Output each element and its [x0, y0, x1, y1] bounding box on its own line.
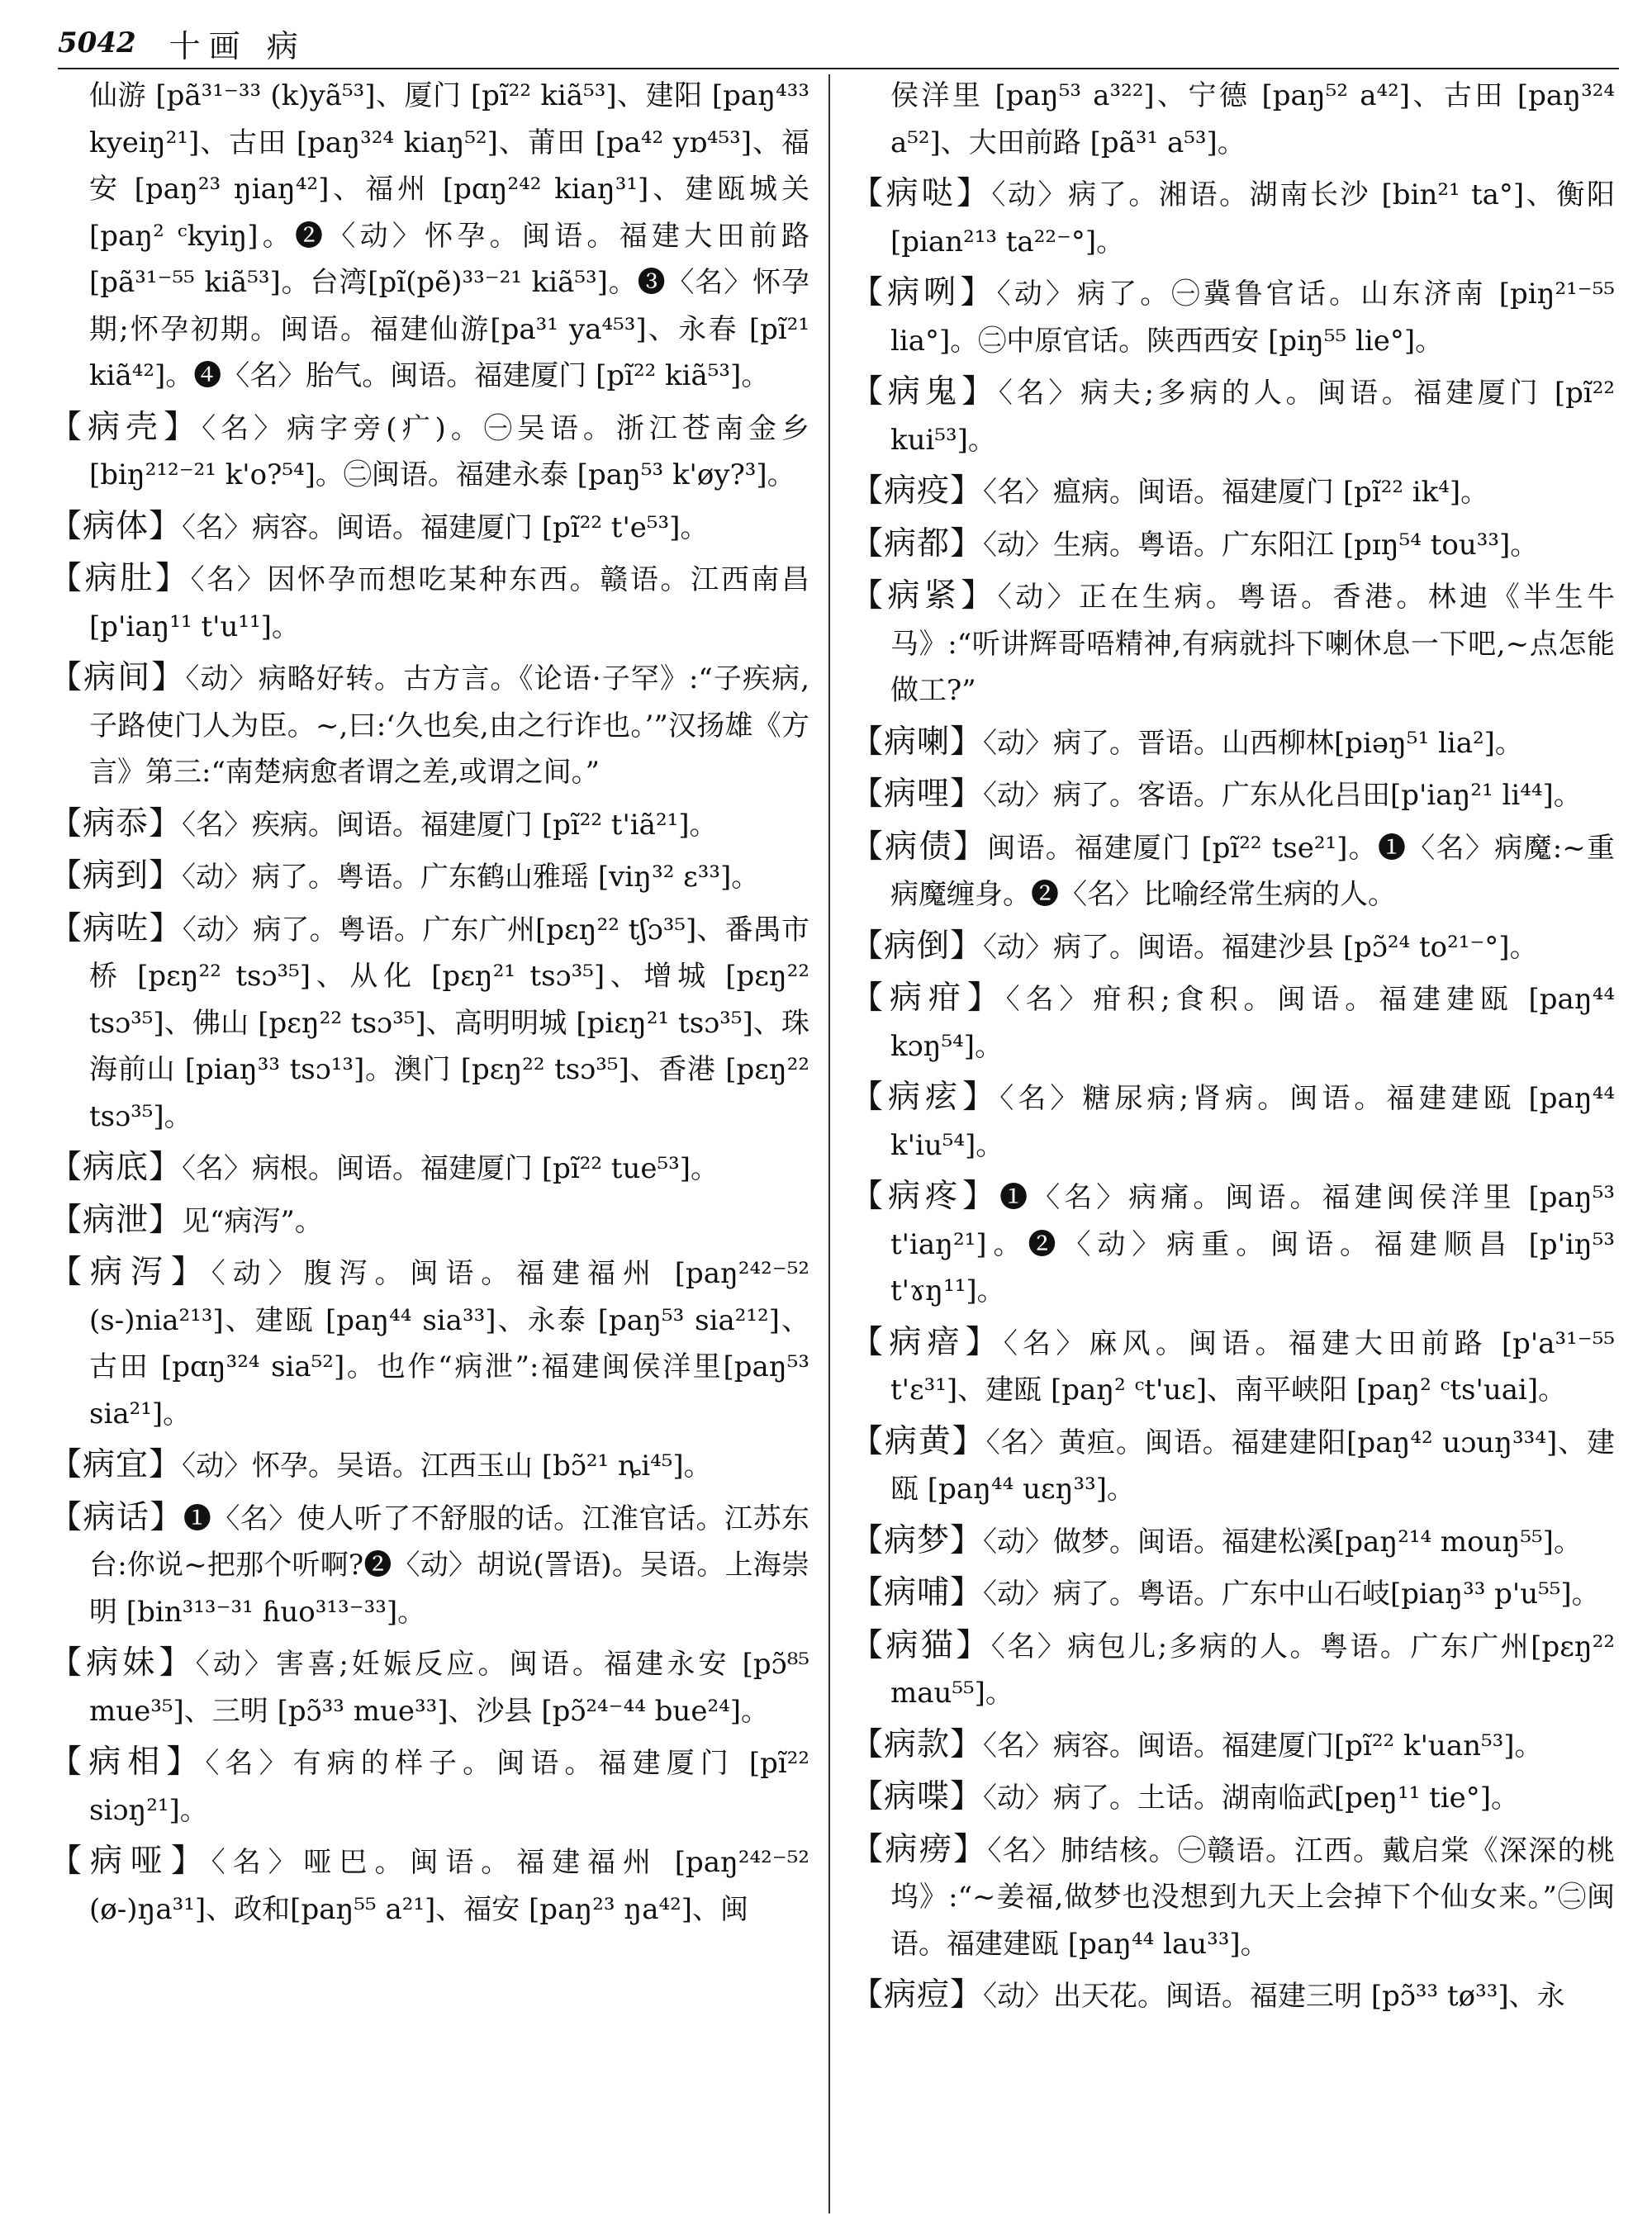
dictionary-entry: [50, 504, 809, 552]
entry-definition: 〈动〉病了。粤语。广东广州[pɛŋ²² tʃɔ³⁵]、番禺市桥 [pɛŋ²² tsɔ³⁵]、从化 [pɛŋ²¹ tsɔ³⁵]、增城 [pɛŋ²² tsɔ³⁵]、佛山 [pɛŋ²² tsɔ³⁵]、高明明城 [piɛŋ²¹ tsɔ³⁵]、珠海前山 [piaŋ³³ tsɔ¹³]。澳门 [pɛŋ²² tsɔ³⁵]、香港 [pɛŋ²² tsɔ³⁵]。: [89, 913, 809, 1133]
entry-definition: 〈动〉病了。粤语。广东中山石岐[piaŋ³³ p'u⁵⁵]。: [983, 1578, 1600, 1611]
entry-definition: 〈动〉怀孕。吴语。江西玉山 [bɔ̃²¹ ȵi⁴⁵]。: [182, 1450, 712, 1483]
entry-headword: 【病咧】: [851, 274, 997, 311]
entry-definition: 〈动〉病了。湘语。湖南长沙 [bin²¹ ta°]、衡阳 [pian²¹³ ta²²⁻°]。: [890, 178, 1615, 259]
entry-definition: 〈名〉哑巴。闽语。福建福州 [paŋ²⁴²⁻⁵² (ø-)ŋa³¹]、政和[paŋ⁵⁵ a²¹]、福安 [paŋ²³ ŋa⁴²]、闽: [89, 1846, 809, 1926]
dictionary-entry: [851, 1518, 1615, 1566]
entry-definition: 〈名〉病容。闽语。福建厦门 [pĩ²² t'e⁵³]。: [182, 510, 709, 544]
entry-definition: ❶〈名〉病痛。闽语。福建闽侯洋里 [paŋ⁵³ t'iaŋ²¹]。❷〈动〉病重。闽语。福建顺昌 [p'iŋ⁵³ t'ɤŋ¹¹]。: [890, 1181, 1615, 1307]
entry-headword: 【病痨】: [851, 1830, 988, 1868]
entry-headword: 【病疫】: [851, 472, 984, 510]
entry-definition: 〈名〉因怀孕而想吃某种东西。赣语。江西南昌 [p'iaŋ¹¹ t'u¹¹]。: [89, 563, 809, 643]
dictionary-entry: [50, 556, 809, 650]
entry-headword: 【病梦】: [851, 1521, 984, 1559]
entry-headword: 【病倒】: [851, 927, 984, 965]
dictionary-entry: [50, 1250, 809, 1437]
entry-headword: 【病痘】: [851, 1976, 984, 2014]
page-number: 5042: [58, 26, 136, 59]
entry-definition: 〈名〉疳积;食积。闽语。福建建瓯 [paŋ⁴⁴ kɔŋ⁵⁴]。: [890, 983, 1615, 1063]
entry-headword: 【病相】: [50, 1744, 206, 1781]
entry-headword: 【病猫】: [851, 1626, 991, 1664]
column-divider: [828, 74, 830, 2213]
entry-headword: 【病话】: [50, 1498, 183, 1536]
dictionary-entry: [851, 521, 1615, 569]
dictionary-entry: [50, 853, 809, 901]
entry-headword: 【病间】: [50, 659, 186, 696]
running-title: 十画 病: [169, 27, 306, 64]
dictionary-entry: [50, 801, 809, 849]
entry-headword: 【病泻】: [50, 1254, 211, 1291]
entry-headword: 【病咗】: [50, 909, 183, 947]
header-rule: [58, 68, 1619, 69]
entry-headword: 【病款】: [851, 1725, 984, 1763]
dictionary-entry: [50, 1145, 809, 1193]
dictionary-entry: [851, 171, 1615, 265]
entry-definition: 〈名〉肺结核。㊀赣语。江西。戴启棠《深深的桃坞》:“~姜福,做梦也没想到九天上会掉下个仙女来。”㊁闽语。福建建瓯 [paŋ⁴⁴ lau³³]。: [890, 1834, 1615, 1961]
entry-definition: 〈名〉黄疸。闽语。福建建阳[paŋ⁴² uɔuŋ³³⁴]、建瓯 [paŋ⁴⁴ uɛŋ³³]。: [890, 1426, 1615, 1506]
dictionary-entry: [851, 468, 1615, 516]
dictionary-entry: [50, 1640, 809, 1734]
entry-headword: 【病痃】: [851, 1079, 1000, 1116]
dictionary-entry: [851, 1075, 1615, 1169]
dictionary-entry: [851, 1320, 1615, 1414]
dictionary-entry: [851, 1827, 1615, 1968]
dictionary-entry: [50, 1739, 809, 1834]
entry-definition: 〈动〉病略好转。古方言。《论语·子罕》:“子疾病,子路使门人为臣。~,曰:‘久也矣,由之行诈也。’”汉扬雄《方言》第三:“南楚病愈者谓之差,或谓之间。”: [89, 662, 809, 789]
entry-headword: 【病紧】: [851, 577, 998, 614]
dictionary-entry: [851, 1623, 1615, 1717]
dictionary-entry: [851, 771, 1615, 819]
entry-headword: 【病喋】: [851, 1778, 984, 1815]
entry-definition: 〈动〉病了。闽语。福建沙县 [pɔ̃²⁴ to²¹⁻°]。: [983, 930, 1538, 964]
entry-headword: 【病债】: [851, 828, 988, 866]
entry-headword: 【病体】: [50, 507, 183, 545]
entry-definition: ❶〈名〉使人听了不舒服的话。江淮官话。江苏东台:你说~把那个听啊?❷〈动〉胡说(詈语)。吴语。上海崇明 [bin³¹³⁻³¹ ɦuo³¹³⁻³³]。: [89, 1502, 809, 1629]
entry-headword: 【病哑】: [50, 1843, 211, 1880]
entry-headword: 【病都】: [851, 524, 984, 562]
dictionary-entry: [50, 1442, 809, 1490]
entry-headword: 【病泄】: [50, 1201, 183, 1239]
entry-definition: 〈名〉病字旁(疒)。㊀吴语。浙江苍南金乡 [biŋ²¹²⁻²¹ k'o?⁵⁴]。㊁闽语。福建永泰 [paŋ⁵³ k'øy?³]。: [89, 411, 809, 491]
dictionary-entry: [851, 975, 1615, 1070]
dictionary-entry: [851, 1722, 1615, 1770]
entry-definition: 〈名〉有病的样子。闽语。福建厦门 [pĩ²² siɔŋ²¹]。: [89, 1747, 809, 1827]
dictionary-entry: [851, 719, 1615, 767]
dictionary-entry: [50, 906, 809, 1141]
dictionary-entry: [50, 1839, 809, 1933]
entry-headword: 【病底】: [50, 1149, 183, 1186]
dictionary-entry: [851, 923, 1615, 971]
dictionary-entry: [50, 73, 809, 400]
entry-definition: 〈名〉病根。闽语。福建厦门 [pĩ²² tue⁵³]。: [182, 1152, 719, 1185]
dictionary-entry: [50, 405, 809, 499]
entry-definition: 〈名〉麻风。闽语。福建大田前路 [p'a³¹⁻⁵⁵ t'ɛ³¹]、建瓯 [paŋ² ᶜt'uɛ]、南平峡阳 [paŋ² ᶜts'uai]。: [890, 1326, 1615, 1407]
entry-definition: 〈动〉病了。土话。湖南临武[peŋ¹¹ tie°]。: [983, 1782, 1520, 1815]
entry-definition: 〈动〉病了。粤语。广东鹤山雅瑶 [viŋ³² ɛ³³]。: [182, 861, 760, 894]
dictionary-entry: [851, 73, 1615, 166]
entry-headword: 【病黄】: [851, 1422, 986, 1460]
entry-headword: 【病宜】: [50, 1446, 183, 1483]
entry-definition: 〈动〉腹泻。闽语。福建福州 [paŋ²⁴²⁻⁵² (s-)nia²¹³]、建瓯 [paŋ⁴⁴ sia³³]、永泰 [paŋ⁵³ sia²¹²]、古田 [pɑŋ³²⁴ sia⁵²]。也作“病泄”:福建闽侯洋里[paŋ⁵³ sia²¹]。: [89, 1257, 809, 1431]
entry-headword: 【病鬼】: [851, 373, 999, 410]
entry-definition: 〈动〉病了。晋语。山西柳林[piəŋ⁵¹ lia²]。: [983, 726, 1523, 760]
entry-headword: 【病哒】: [851, 175, 992, 212]
entry-definition: 〈动〉正在生病。粤语。香港。林迪《半生牛马》:“听讲辉哥唔精神,有病就抖下喇休息一下吧,~点怎能做工?”: [890, 581, 1615, 707]
dictionary-entry: [851, 1570, 1615, 1618]
entry-headword: 【病瘖】: [851, 1323, 1004, 1361]
entry-headword: 【病哩】: [851, 776, 984, 813]
entry-definition: 侯洋里 [paŋ⁵³ a³²²]、宁德 [paŋ⁵² a⁴²]、古田 [paŋ³²⁴ a⁵²]、大田前路 [pã³¹ a⁵³]。: [890, 79, 1615, 159]
entry-definition: 〈动〉生病。粤语。广东阳江 [pɪŋ⁵⁴ tou³³]。: [983, 528, 1539, 562]
entry-definition: 〈动〉病了。㊀冀鲁官话。山东济南 [piŋ²¹⁻⁵⁵ lia°]。㊁中原官话。陕西西安 [piŋ⁵⁵ lie°]。: [890, 278, 1615, 358]
entry-definition: 〈名〉病容。闽语。福建厦门[pĩ²² k'uan⁵³]。: [983, 1729, 1543, 1763]
entry-definition: 〈名〉瘟病。闽语。福建厦门 [pĩ²² ik⁴]。: [983, 476, 1489, 509]
entry-definition: 〈动〉害喜;妊娠反应。闽语。福建永安 [pɔ̃⁸⁵ mue³⁵]、三明 [pɔ̃³³ mue³³]、沙县 [pɔ̃²⁴⁻⁴⁴ bue²⁴]。: [89, 1648, 809, 1728]
entry-headword: 【病哺】: [851, 1574, 984, 1611]
dictionary-entry: [851, 1174, 1615, 1315]
dictionary-entry: [50, 1495, 809, 1636]
dictionary-entry: [851, 1774, 1615, 1822]
dictionary-entry: [851, 369, 1615, 463]
dictionary-entry: [851, 1972, 1615, 2020]
entry-definition: 〈名〉糖尿病;肾病。闽语。福建建瓯 [paŋ⁴⁴ k'iu⁵⁴]。: [890, 1082, 1615, 1162]
entry-definition: 仙游 [pã³¹⁻³³ (k)yã⁵³]、厦门 [pĩ²² kiã⁵³]、建阳 [paŋ⁴³³ kyeiŋ²¹]、古田 [paŋ³²⁴ kiaŋ⁵²]、莆田 [pa⁴² yɒ⁴⁵³]、福安 [paŋ²³ ŋiaŋ⁴²]、福州 [pɑŋ²⁴² kiaŋ³¹]、建瓯城关 [paŋ² ᶜkyiŋ]。❷〈动〉怀孕。闽语。福建大田前路[pã³¹⁻⁵⁵ kiã⁵³]。台湾[pĩ(pẽ)³³⁻²¹ kiã⁵³]。❸〈名〉怀孕期;怀孕初期。闽语。福建仙游[pa³¹ ya⁴⁵³]、永春 [pĩ²¹ kiã⁴²]。❹〈名〉胎气。闽语。福建厦门 [pĩ²² kiã⁵³]。: [89, 79, 809, 392]
dictionary-entry: [851, 270, 1615, 364]
entry-headword: 【病肚】: [50, 560, 191, 597]
left-column: [50, 73, 809, 2220]
dictionary-entry: [851, 1419, 1615, 1513]
entry-headword: 【病壳】: [50, 408, 202, 446]
entry-headword: 【病妹】: [50, 1644, 196, 1682]
dictionary-entry: [50, 1198, 809, 1245]
entry-headword: 【病疼】: [851, 1178, 1000, 1215]
dictionary-entry: [851, 573, 1615, 714]
entry-definition: 〈名〉疾病。闽语。福建厦门 [pĩ²² t'iã²¹]。: [182, 808, 718, 842]
page-header: [58, 18, 306, 68]
entry-definition: 闽语。福建厦门 [pĩ²² tse²¹]。❶〈名〉病魔:~重病魔缠身。❷〈名〉比喻经常生病的人。: [890, 831, 1615, 911]
entry-definition: 〈动〉出天花。闽语。福建三明 [pɔ̃³³ tø³³]、永: [983, 1980, 1565, 2013]
right-column: [851, 73, 1615, 2220]
dictionary-entry: [50, 655, 809, 796]
entry-definition: 见“病泻”。: [182, 1204, 323, 1238]
entry-headword: 【病喇】: [851, 723, 984, 761]
entry-headword: 【病忝】: [50, 804, 183, 842]
entry-headword: 【病疳】: [851, 980, 1006, 1017]
dictionary-entry: [851, 824, 1615, 918]
entry-definition: 〈名〉病夫;多病的人。闽语。福建厦门 [pĩ²² kui⁵³]。: [890, 377, 1615, 457]
entry-definition: 〈名〉病包儿;多病的人。粤语。广东广州[pɛŋ²² mau⁵⁵]。: [890, 1630, 1615, 1710]
entry-headword: 【病到】: [50, 857, 183, 894]
entry-definition: 〈动〉病了。客语。广东从化吕田[p'iaŋ²¹ li⁴⁴]。: [983, 779, 1582, 812]
entry-definition: 〈动〉做梦。闽语。福建松溪[paŋ²¹⁴ mouŋ⁵⁵]。: [983, 1525, 1582, 1559]
